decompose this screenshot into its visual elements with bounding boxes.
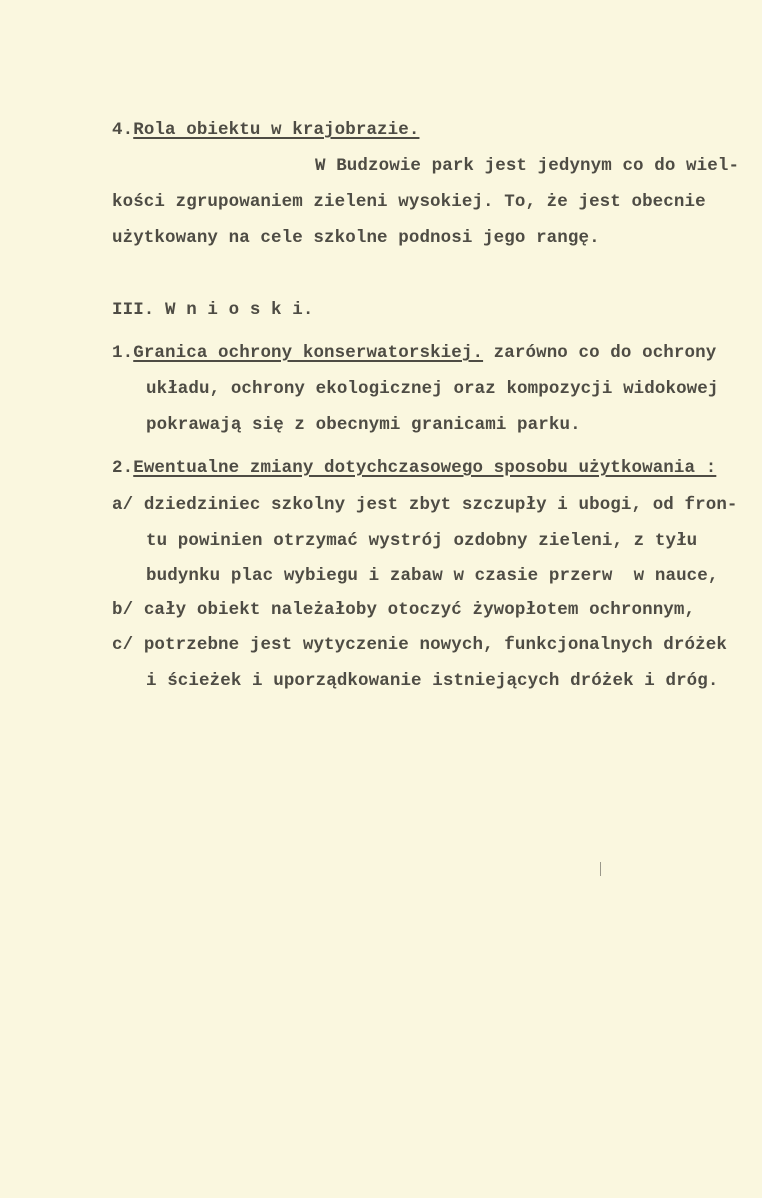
subitem-text: potrzebne jest wytyczenie nowych, funkcjonalnych dróżek — [143, 635, 727, 655]
item-2-line — [112, 458, 716, 478]
section-4-heading — [112, 120, 419, 140]
item-text: zarówno co do ochrony — [483, 343, 717, 363]
item-heading: Ewentualne zmiany dotychczasowego sposobu użytkowania : — [133, 458, 717, 478]
item-line: układu, ochrony ekologicznej oraz kompozycji widokowej — [146, 379, 719, 399]
item-number: 2. — [112, 458, 134, 478]
subitem-label: c/ — [112, 635, 134, 655]
subitem-text: dziedziniec szkolny jest zbyt szczupły i ubogi, od fron- — [143, 495, 738, 515]
section-3-heading: III. W n i o s k i. — [112, 300, 314, 320]
subitem-b — [112, 600, 695, 620]
item-1-line — [112, 343, 716, 363]
paragraph-line: użytkowany na cele szkolne podnosi jego rangę. — [112, 228, 600, 248]
subitem-label: a/ — [112, 495, 134, 515]
item-heading: Granica ochrony konserwatorskiej. — [133, 343, 484, 363]
item-number: 1. — [112, 343, 134, 363]
paragraph-line: kości zgrupowaniem zieleni wysokiej. To, że jest obecnie — [112, 192, 706, 212]
section-title: Rola obiektu w krajobrazie. — [133, 120, 420, 140]
subitem-text: cały obiekt należałoby otoczyć żywopłotem ochronnym, — [143, 600, 696, 620]
paragraph-line: W Budzowie park jest jedynym co do wiel- — [315, 156, 740, 176]
subitem-c — [112, 635, 727, 655]
paper-mark — [600, 862, 601, 876]
subitem-label: b/ — [112, 600, 134, 620]
subitem-line: budynku plac wybiegu i zabaw w czasie przerw w nauce, — [146, 566, 719, 586]
item-line: pokrawają się z obecnymi granicami parku. — [146, 415, 581, 435]
section-number: 4. — [112, 120, 134, 140]
subitem-a — [112, 495, 738, 515]
subitem-line: i ścieżek i uporządkowanie istniejących dróżek i dróg. — [146, 671, 719, 691]
subitem-line: tu powinien otrzymać wystrój ozdobny zieleni, z tyłu — [146, 531, 698, 551]
